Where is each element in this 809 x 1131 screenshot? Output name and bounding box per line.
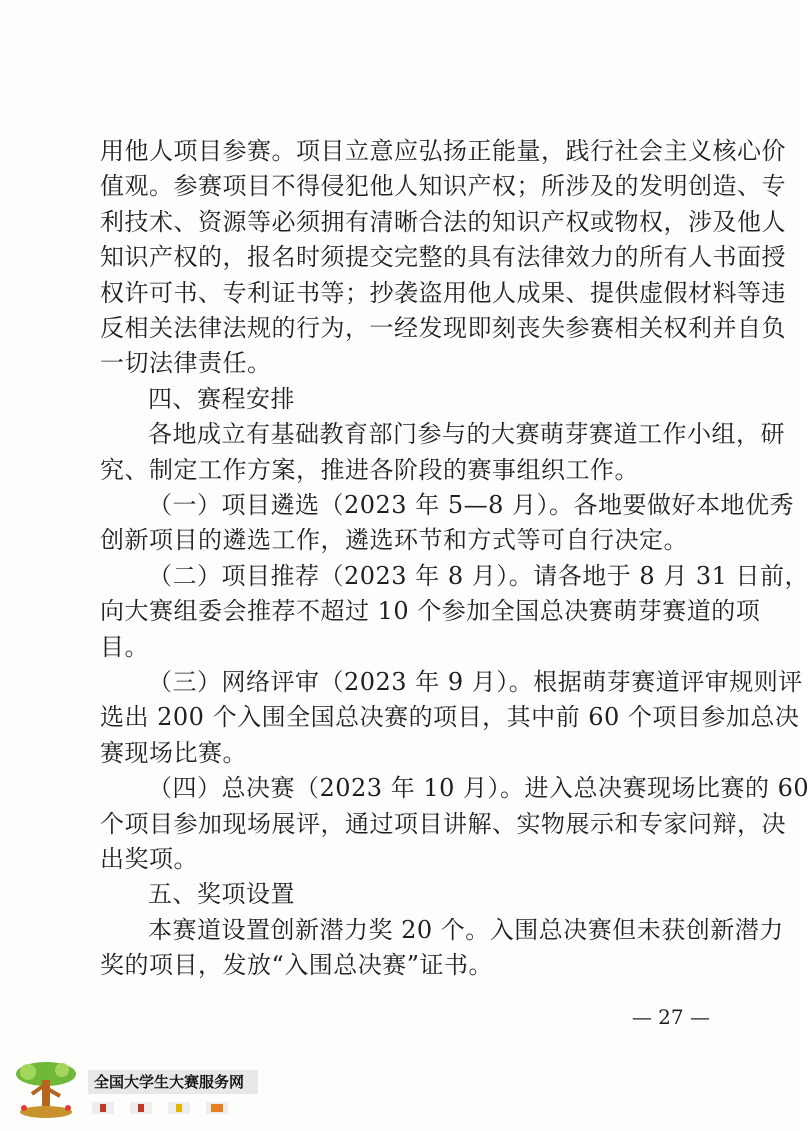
person-icon: [92, 1102, 114, 1114]
paragraph-line: 权许可书、专利证书等；抄袭盗用他人成果、提供虚假材料等违: [100, 279, 786, 307]
paragraph-line: 目。: [100, 633, 149, 661]
triangle-icon: [168, 1102, 190, 1114]
paragraph-line: 选出 200 个入围全国总决赛的项目，其中前 60 个项目参加总决: [100, 703, 800, 731]
paragraph-line: 个项目参加现场展评，通过项目讲解、实物展示和专家问辩，决: [100, 810, 786, 838]
paragraph-line: （三）网络评审（2023 年 9 月）。根据萌芽赛道评审规则评: [148, 668, 803, 696]
paragraph-line: 赛现场比赛。: [100, 739, 247, 767]
tree-logo-icon: [10, 1058, 82, 1120]
paragraph-line: 出奖项。: [100, 845, 198, 873]
section-heading-schedule: 四、赛程安排: [148, 385, 295, 413]
paragraph-line: （四）总决赛（2023 年 10 月）。进入总决赛现场比赛的 60: [148, 774, 809, 802]
paragraph-line: 反相关法律法规的行为，一经发现即刻丧失参赛相关权利并自负: [100, 314, 786, 342]
paragraph-line: 值观。参赛项目不得侵犯他人知识产权；所涉及的发明创造、专: [100, 172, 786, 200]
site-watermark: [10, 1058, 260, 1124]
paragraph-line: 创新项目的遴选工作，遴选环节和方式等可自行决定。: [100, 526, 688, 554]
watermark-icon-strip: [88, 1102, 262, 1116]
paragraph-line: （一）项目遴选（2023 年 5—8 月）。各地要做好本地优秀: [148, 491, 795, 519]
badge-icon: [206, 1102, 228, 1114]
paragraph-line: 各地成立有基础教育部门参与的大赛萌芽赛道工作小组，研: [148, 420, 785, 448]
paragraph-line: 向大赛组委会推荐不超过 10 个参加全国总决赛萌芽赛道的项: [100, 597, 761, 625]
paragraph-line: 用他人项目参赛。项目立意应弘扬正能量，践行社会主义核心价: [100, 137, 786, 165]
paragraph-line: 本赛道设置创新潜力奖 20 个。入围总决赛但未获创新潜力: [148, 916, 784, 944]
paragraph-line: 利技术、资源等必须拥有清晰合法的知识产权或物权，涉及他人: [100, 208, 786, 236]
paragraph-line: 一切法律责任。: [100, 349, 272, 377]
person-icon: [130, 1102, 152, 1114]
paragraph-line: 知识产权的，报名时须提交完整的具有法律效力的所有人书面授: [100, 243, 786, 271]
paragraph-line: 究、制定工作方案，推进各阶段的赛事组织工作。: [100, 456, 639, 484]
paragraph-line: 奖的项目，发放“入围总决赛”证书。: [100, 951, 494, 979]
watermark-label: 全国大学生大赛服务网: [88, 1070, 258, 1094]
page-number: — 27 —: [631, 1005, 710, 1029]
paragraph-line: （二）项目推荐（2023 年 8 月）。请各地于 8 月 31 日前，: [148, 562, 809, 590]
section-heading-awards: 五、奖项设置: [148, 880, 295, 908]
